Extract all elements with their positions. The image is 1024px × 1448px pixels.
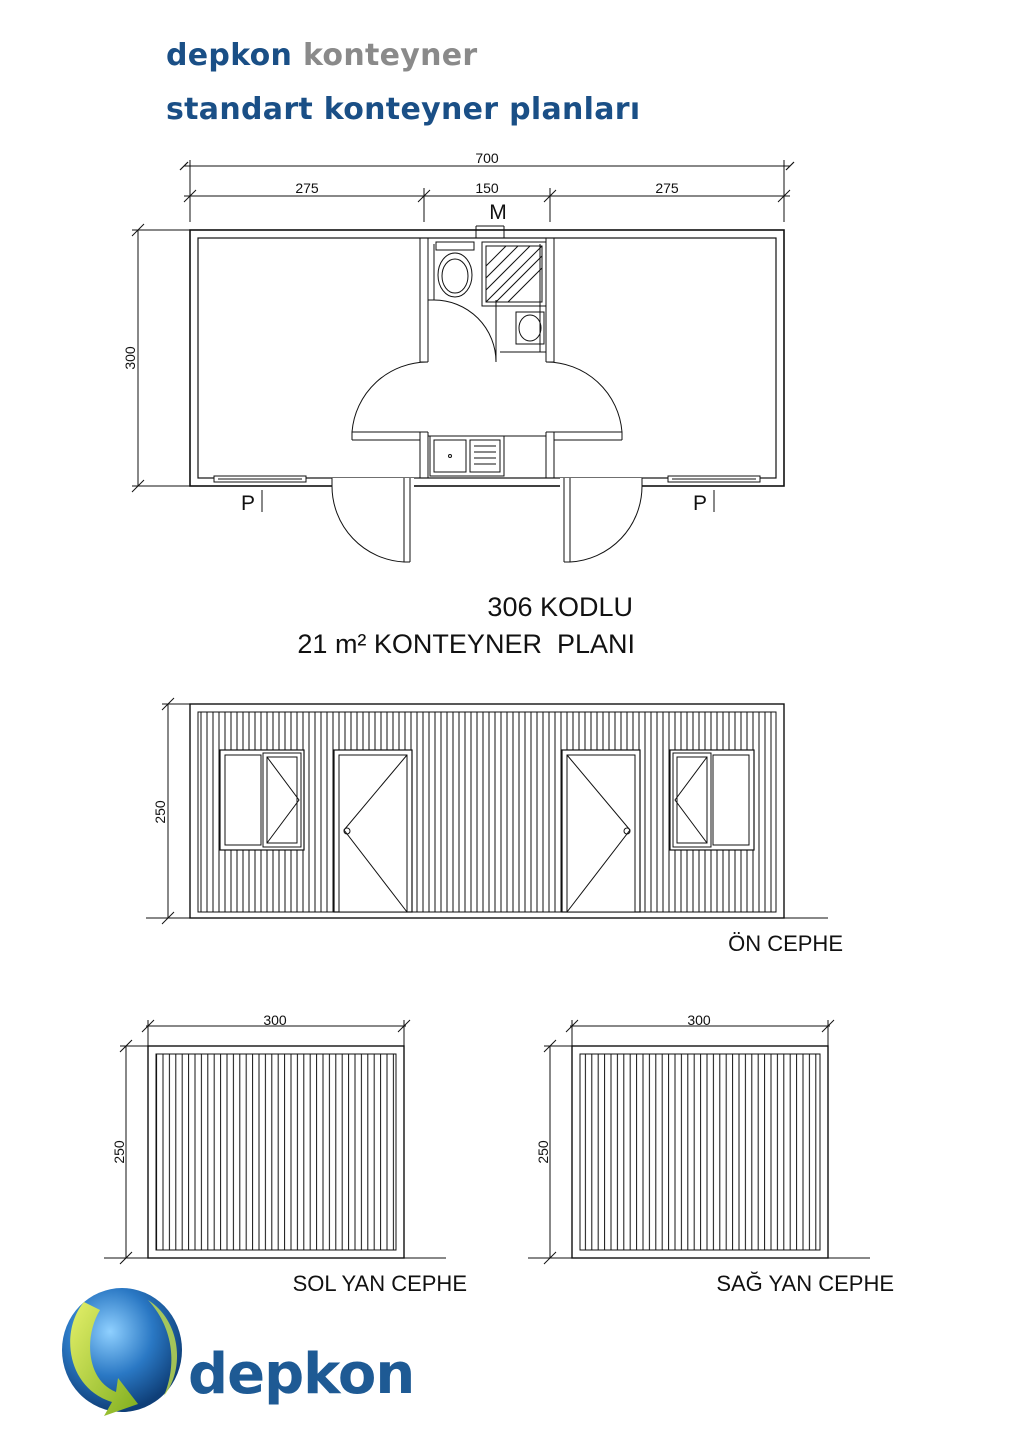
plan-label-p-left: P <box>240 492 256 515</box>
hall-door-left-arc <box>352 362 428 432</box>
plan-window-right <box>668 476 760 512</box>
left-side-elevation <box>104 1012 446 1264</box>
shower <box>482 242 546 306</box>
right-dim-height-label: 250 <box>535 1140 551 1164</box>
hall-door-right-arc <box>546 362 622 432</box>
plan-caption-code: 306 KODLU <box>487 592 633 622</box>
right-room <box>546 238 622 478</box>
plan-label-p-right: P <box>692 492 708 515</box>
front-elevation <box>146 698 828 924</box>
dim-right-label: 275 <box>655 180 679 196</box>
dim-left-label: 275 <box>295 180 319 196</box>
kitchen-sink <box>428 436 546 476</box>
left-dim-width-label: 300 <box>263 1012 287 1028</box>
right-side-elevation <box>528 1012 870 1264</box>
inner-wall <box>198 238 776 478</box>
brand-product: konteyner <box>302 38 478 73</box>
plan-dimensions <box>132 160 790 492</box>
right-dim-width-label: 300 <box>687 1012 711 1028</box>
dim-depth-label: 300 <box>122 346 138 370</box>
outer-wall <box>190 230 784 486</box>
front-door-left <box>334 750 412 912</box>
front-window-right <box>670 750 754 850</box>
plan-caption-title: 21 m² KONTEYNER PLANI <box>297 629 635 659</box>
left-elevation-caption: SOL YAN CEPHE <box>292 1271 467 1296</box>
front-dim-height-label: 250 <box>152 800 168 824</box>
floor-plan <box>122 150 790 562</box>
plan-window-left <box>214 476 306 512</box>
brand-name: depkon <box>166 38 293 73</box>
right-elevation-caption: SAĞ YAN CEPHE <box>716 1271 894 1296</box>
toilet <box>436 242 474 297</box>
plan-label-m: M <box>489 201 507 224</box>
front-window-left <box>220 750 304 850</box>
front-door-right <box>562 750 640 912</box>
depkon-logo <box>62 1288 414 1416</box>
dim-middle-label: 150 <box>475 180 499 196</box>
left-dim-height-label: 250 <box>111 1140 127 1164</box>
page-subtitle: standart konteyner planları <box>166 92 641 127</box>
front-elevation-caption: ÖN CEPHE <box>728 931 843 956</box>
dim-total-label: 700 <box>475 150 499 166</box>
logo-text: depkon <box>188 1342 415 1407</box>
left-room <box>352 238 428 478</box>
bathroom-door-arc <box>434 300 496 362</box>
